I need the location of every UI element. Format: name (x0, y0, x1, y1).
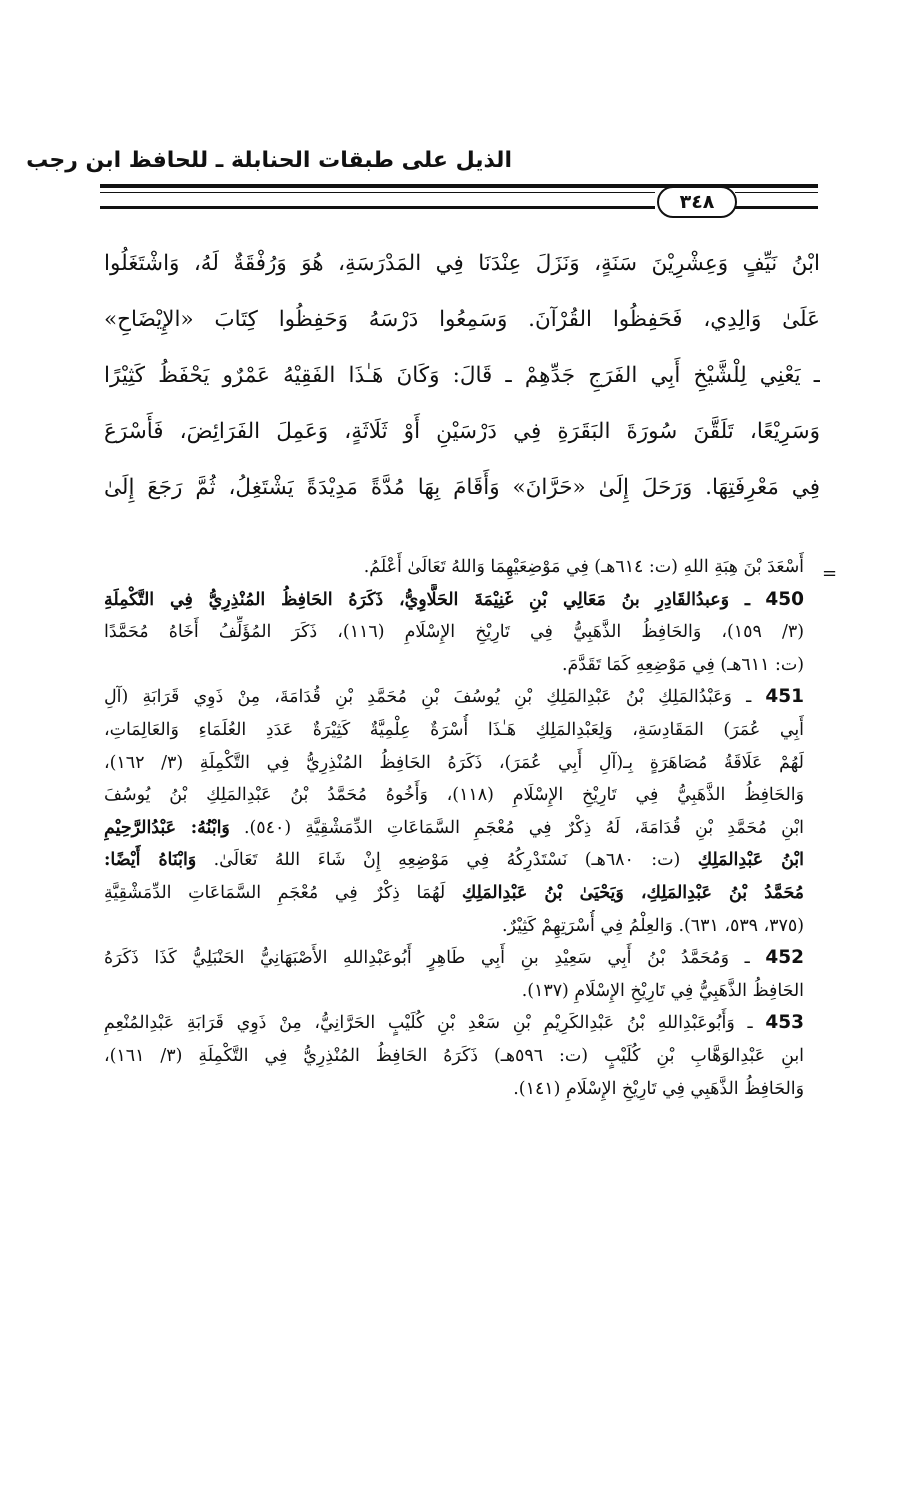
footnote-entry-453-line: وَالحَافِظُ الذَّهَبِي فِي تَارِيْخِ الإِسْلَامِ (١٤١). (513, 1078, 804, 1099)
entry-number: 452 (765, 947, 804, 969)
header-rule-bottom-left (100, 206, 655, 209)
main-line: فِي مَعْرِفَتِهَا. وَرَحَلَ إِلَىٰ «حَرَّانَ» وَأَقَامَ بِهَا مُدَّةً مَدِيْدَةً يَشْتَغِلُ، ثُمَّ رَجَعَ إِلَىٰ (104, 475, 820, 500)
header-rule-thin-right (735, 192, 818, 193)
entry-bold-text: مُحَمَّدُ بْنُ عَبْدِالمَلِكِ، وَيَحْيَىٰ بْنُ عَبْدِالمَلِكِ (461, 882, 804, 903)
footnote-entry-450-line: (ت: ٦١١هـ) فِي مَوْضِعِهِ كَمَا تَقَدَّمَ. (561, 654, 804, 675)
main-line: ابْنُ نَيِّفٍ وَعِشْرِيْنَ سَنَةٍ، وَنَزَلَ عِنْدَنَا فِي المَدْرَسَةِ، هُوَ وَرُفْقَةٌ لَهُ، وَاشْتَغَلُوا (104, 251, 820, 276)
entry-number: 450 (765, 588, 804, 610)
footnote-entry-451-line: أَبِي عُمَرَ) المَقَادِسَةِ، وَلِعَبْدِالمَلِكِ هَـٰذَا أُسْرَةٌ عِلْمِيَّةٌ كَثِيْرَةٌ عَدَدِ العُلَمَاءِ وَالعَالِمَاتِ، (104, 719, 804, 740)
footnote-continuation-marker: = (822, 563, 838, 584)
entry-text: ابْنِ مُحَمَّدِ بْنِ قُدَامَةَ، لَهُ ذِكْرٌ فِي مُعْجَمِ السَّمَاعَاتِ الدِّمَشْقِيَّةِ (٥٤٠). (229, 817, 804, 838)
footnote-entry-453-line: ابنِ عَبْدِالوَهَّابِ بْنِ كُلَيْبٍ (ت: ٥٩٦هـ) ذَكَرَهُ الحَافِظُ المُنْذِرِيُّ فِي التَّكْمِلَةِ (٣/ ١٦١)، (104, 1045, 804, 1066)
entry-number: 453 (765, 1012, 804, 1034)
entry-text: ـ وَعَبْدُالمَلِكِ بْنُ عَبْدِالمَلِكِ بْنِ يُوسُفَ بْنِ مُحَمَّدِ بْنِ قُدَامَةَ، مِنْ ذَوِي قَرَابَةِ (آلِ (104, 687, 752, 708)
footnote-continuation-line: أَسْعَدَ بْنَ هِبَةِ اللهِ (ت: ٦١٤هـ) فِي مَوْضِعَيْهِمَا وَاللهُ تَعَالَىٰ أَعْلَمُ. (363, 557, 804, 577)
footnote-entry-452-line (104, 942, 804, 975)
footnote-entry-451-line (104, 877, 804, 910)
footnote-entry-451-line (104, 681, 804, 714)
entry-number: 451 (765, 686, 804, 708)
main-line: وَسَرِيْعًا، تَلَقَّنَ سُورَةَ البَقَرَةِ فِي دَرْسَيْنِ أَوْ ثَلَاثَةٍ، وَعَمِلَ الفَرَائِضَ، فَأَسْرَعَ (104, 419, 820, 444)
main-line: ـ يَعْنِي لِلْشَّيْخِ أَبِي الفَرَجِ جَدِّهِمْ ـ قَالَ: وَكَانَ هَـٰذَا الفَقِيْهُ عَمْرٌو يَحْفَظُ كَثِيْرًا (104, 363, 820, 388)
entry-bold-text: وَابْنَاهُ أَيْضًا: (104, 850, 197, 871)
entry-text: ـ وَأَبُوعَبْدِاللهِ بْنُ عَبْدِالكَرِيْمِ بْنِ سَعْدِ بْنِ كُلَيْبٍ الحَرَّانِيُّ، مِنْ ذَوِي قَرَابَةِ عَبْدِالمُنْعِمِ (104, 1013, 753, 1034)
footnote-entry-450-line (104, 584, 804, 617)
footnote-entry-451-line: وَالحَافِظُ الذَّهَبِيُّ فِي تَارِيْخِ الإِسْلَامِ (١١٨)، وَأَخُوهُ مُحَمَّدُ بْنُ عَبْدِالمَلِكِ بْنُ يُوسُفَ (104, 785, 804, 806)
entry-text: (ت: ٦٨٠هـ) نَسْتَدْرِكُهُ فِي مَوْضِعِهِ إِنْ شَاءَ اللهُ تَعَالَىٰ. (196, 850, 698, 871)
footnote-entry-451-line: (٣٧٥، ٥٣٩، ٦٣١). وَالعِلْمُ فِي أُسْرَتِهِمْ كَثِيْرٌ. (501, 915, 804, 936)
footnote-entry-450-line: (٣/ ١٥٩)، وَالحَافِظُ الذَّهَبِيُّ فِي تَارِيْخِ الإِسْلَامِ (١١٦)، ذَكَرَ المُؤَلِّفُ أَخَاهُ مُحَمَّدًا (104, 622, 804, 643)
page-number: ٣٤٨ (657, 186, 737, 218)
main-line: عَلَىٰ وَالِدِي، فَحَفِظُوا القُرْآنَ. وَسَمِعُوا دَرْسَهُ وَحَفِظُوا كِتَابَ «الإِيْضَاحِ» (104, 307, 820, 332)
footnote-entry-451-line: لَهُمْ عَلَاقَةُ مُصَاهَرَةٍ بِـ(آلِ أَبِي عُمَرَ)، ذَكَرَهُ الحَافِظُ المُنْذِرِيُّ فِي التَّكْمِلَةِ (٣/ ١٦٢)، (104, 752, 804, 773)
header-rule-thin-left (100, 192, 655, 193)
footnote-entry-452-line: الحَافِظُ الذَّهَبِيُّ فِي تَارِيْخِ الإِسْلَامِ (١٣٧). (521, 980, 804, 1001)
footnote-entry-451-line (104, 812, 804, 845)
footnotes-block (104, 551, 804, 1105)
entry-bold-text: ابْنُ عَبْدِالمَلِكِ (697, 850, 804, 871)
entry-bold-text: وَابْنُهُ: عَبْدُالرَّحِيْمِ (104, 817, 230, 838)
footnote-entry-451-line (104, 844, 804, 877)
running-header-title: الذيل على طبقات الحنابلة ـ للحافظ ابن رجب (26, 148, 512, 173)
entry-text: ـ وَعبدُالقَادِرِ بنُ مَعَالِي بْنِ غَنِيْمَةَ الحَلَّاوِيُّ، ذَكَرَهُ الحَافِظُ المُنْذِرِيُّ فِي التَّكْمِلَةِ (104, 589, 751, 610)
footnote-entry-453-line (104, 1007, 804, 1040)
entry-text: لَهُمَا ذِكْرٌ فِي مُعْجَمِ السَّمَاعَاتِ الدِّمَشْقِيَّةِ (104, 882, 462, 903)
entry-text: ـ وَمُحَمَّدُ بْنُ أَبِي سَعِيْدِ بنِ أَبِي طَاهِرٍ أَبُوعَبْدِاللهِ الأَصْبَهَانِيُّ الحَنْبَلِيُّ كَذَا ذَكَرَهُ (104, 948, 750, 969)
header-rule-bottom-right (735, 206, 818, 209)
main-text-block (104, 236, 820, 516)
